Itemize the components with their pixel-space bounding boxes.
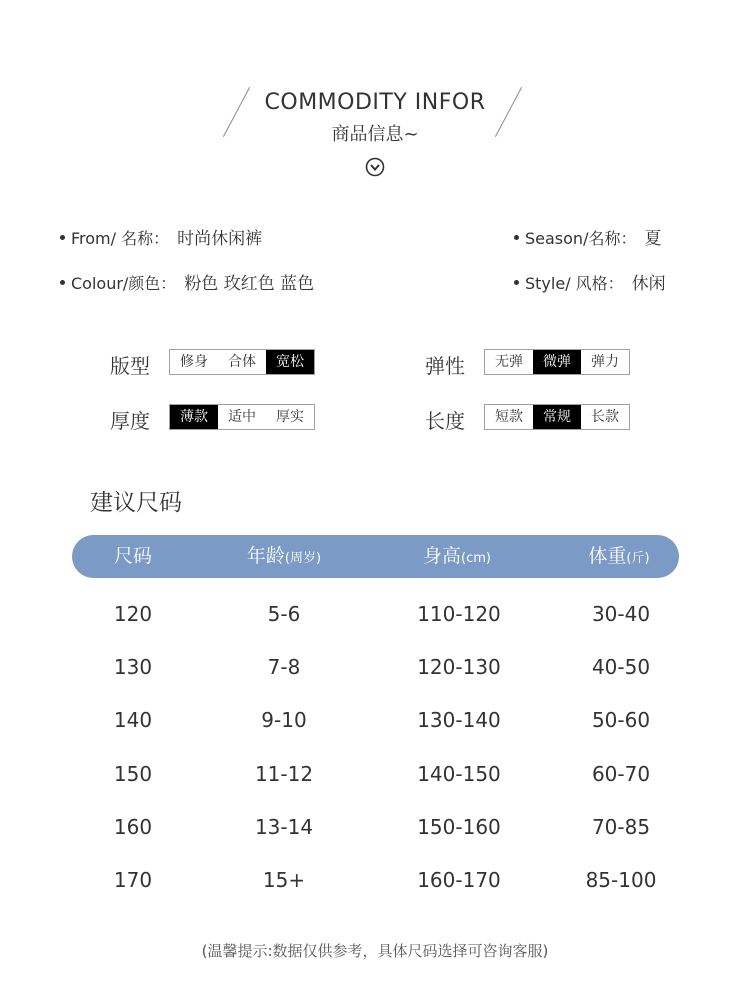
attr-option: 弹力	[591, 354, 619, 370]
attr-elastic-label: 弹性	[425, 354, 465, 378]
attr-option: 常规	[533, 405, 581, 429]
attr-option: 厚实	[276, 409, 304, 425]
table-cell-age: 11-12	[254, 762, 314, 786]
table-cell-size: 170	[113, 868, 153, 892]
table-cell-weight: 85-100	[585, 868, 657, 892]
info-season-value: 夏	[644, 229, 662, 249]
table-cell-weight: 30-40	[591, 602, 651, 626]
table-cell-size: 120	[113, 602, 153, 626]
info-style	[514, 269, 666, 294]
table-cell-height: 140-150	[417, 762, 501, 786]
info-style-key: Style/ 风格：	[525, 274, 624, 293]
page-title-en: COMMODITY INFOR	[264, 90, 486, 115]
table-cell-weight: 40-50	[591, 655, 651, 679]
table-cell-height: 130-140	[417, 708, 501, 732]
table-cell-age: 15+	[262, 868, 306, 892]
info-colour-value: 粉色 玫红色 蓝色	[184, 274, 315, 294]
attr-fit-label: 版型	[110, 354, 150, 378]
table-cell-weight: 50-60	[591, 708, 651, 732]
attr-option: 短款	[495, 409, 523, 425]
attr-option: 合体	[228, 354, 256, 370]
info-from-key: From/ 名称：	[71, 229, 170, 248]
table-cell-size: 140	[113, 708, 153, 732]
info-colour-key: Colour/颜色：	[71, 274, 177, 293]
header-height-label: 身高	[423, 545, 462, 567]
header-height	[367, 535, 547, 578]
info-from-value: 时尚休闲裤	[177, 229, 263, 249]
header-age-label: 年龄	[246, 545, 285, 567]
header-weight	[529, 535, 709, 578]
attr-length-options	[484, 404, 630, 430]
chevron-down-circle-icon	[365, 157, 385, 177]
header-height-unit: (cm)	[461, 551, 491, 566]
attr-fit-options	[169, 349, 315, 375]
attr-thickness-options	[169, 404, 315, 430]
attr-option: 薄款	[170, 405, 218, 429]
bullet-icon	[60, 235, 65, 240]
attr-elastic-options	[484, 349, 630, 375]
table-cell-weight: 70-85	[591, 815, 651, 839]
attr-option: 适中	[228, 409, 256, 425]
table-cell-size: 130	[113, 655, 153, 679]
info-colour	[60, 269, 314, 294]
table-cell-size: 160	[113, 815, 153, 839]
bullet-icon	[514, 235, 519, 240]
size-table-header	[72, 535, 679, 578]
table-cell-age: 9-10	[261, 708, 307, 732]
attr-option: 宽松	[266, 350, 314, 374]
table-cell-height: 110-120	[417, 602, 501, 626]
attr-thickness-label: 厚度	[110, 409, 150, 433]
info-season-key: Season/名称：	[525, 229, 637, 248]
footer-note: (温馨提示:数据仅供参考，具体尺码选择可咨询客服)	[201, 942, 549, 960]
size-section-title: 建议尺码	[90, 490, 182, 516]
attr-option: 长款	[591, 409, 619, 425]
header-age	[194, 535, 374, 578]
table-cell-size: 150	[113, 762, 153, 786]
info-from	[60, 224, 262, 249]
header-size	[72, 535, 194, 578]
table-cell-height: 150-160	[417, 815, 501, 839]
table-cell-age: 7-8	[267, 655, 301, 679]
header-weight-unit: (斤)	[626, 551, 650, 566]
info-style-value: 休闲	[631, 274, 666, 294]
bullet-icon	[514, 280, 519, 285]
header-age-unit: (周岁)	[284, 551, 322, 566]
info-season	[514, 224, 661, 249]
table-cell-height: 160-170	[417, 868, 501, 892]
table-cell-weight: 60-70	[591, 762, 651, 786]
attr-option: 无弹	[495, 354, 523, 370]
header-weight-label: 体重	[588, 545, 627, 567]
table-cell-age: 13-14	[254, 815, 314, 839]
page-title-cn: 商品信息~	[331, 124, 419, 145]
attr-option: 修身	[180, 354, 208, 370]
header-size-label: 尺码	[113, 545, 152, 567]
bullet-icon	[60, 280, 65, 285]
table-cell-height: 120-130	[417, 655, 501, 679]
attr-length-label: 长度	[425, 409, 465, 433]
attr-option: 微弹	[533, 350, 581, 374]
table-cell-age: 5-6	[267, 602, 301, 626]
